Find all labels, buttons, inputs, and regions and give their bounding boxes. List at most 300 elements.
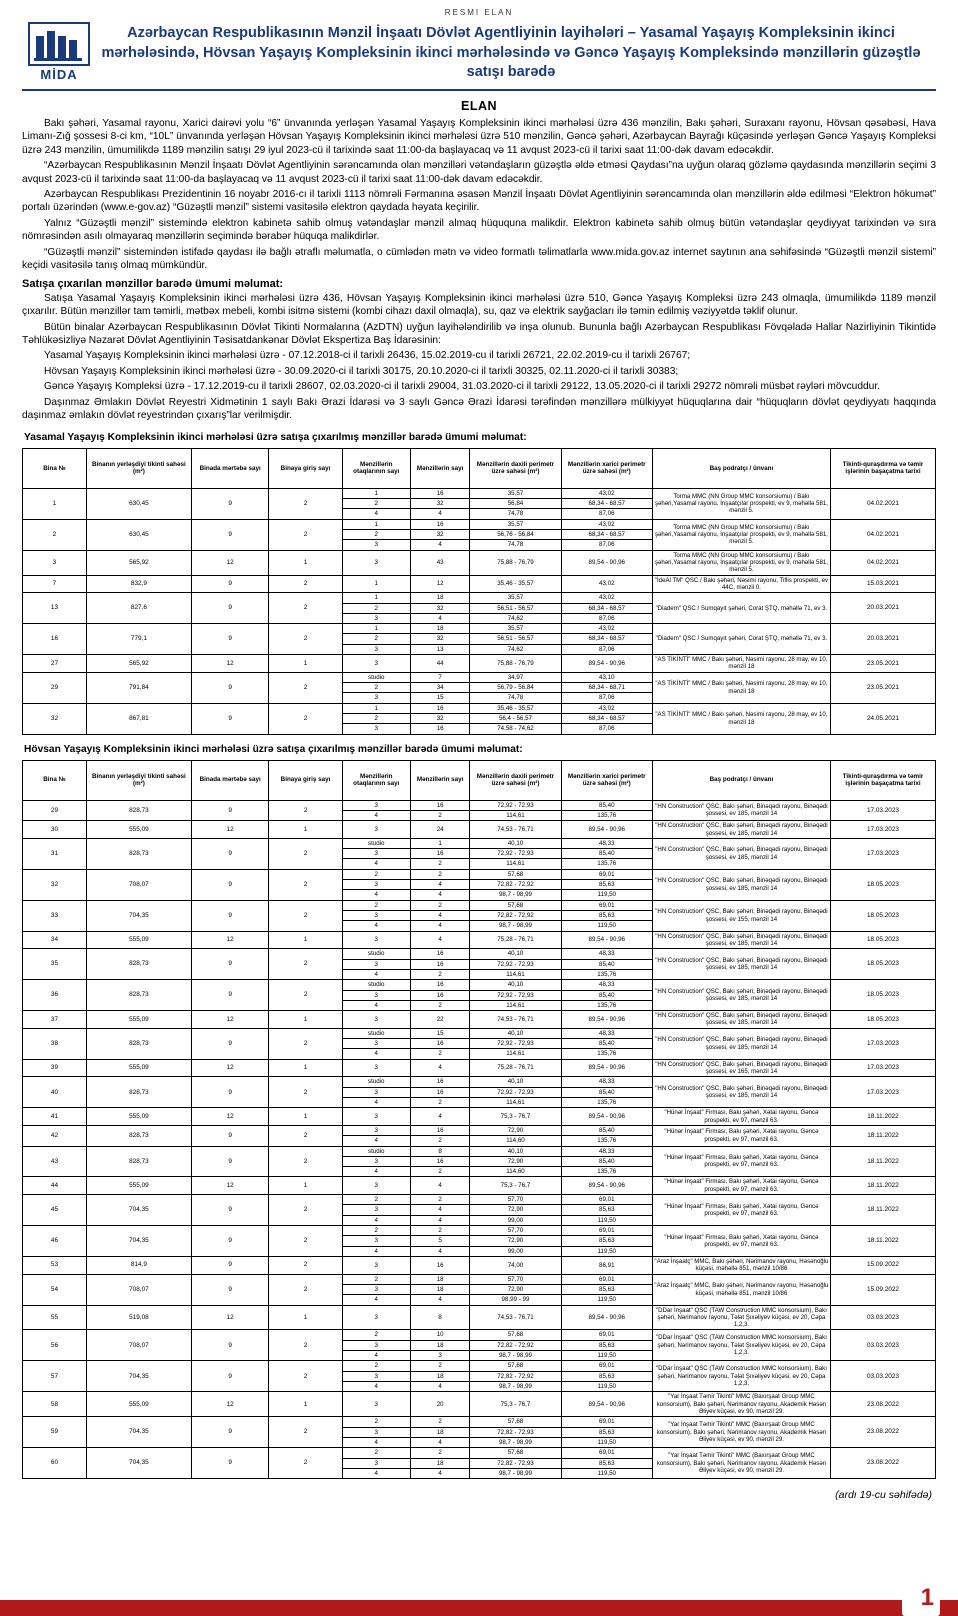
unit-count: 16	[410, 1077, 469, 1087]
building-area: 555,09	[86, 1392, 191, 1417]
contractor-name: "HN Construction" QSC, Bakı şəhəri, Binəqədi rayonu, Binəqədi şossesi, ev 185, mənzil 14	[652, 949, 830, 980]
room-count: 3	[342, 550, 410, 575]
table-row	[23, 1146, 936, 1156]
column-header: Mənzillərin daxili perimetr üzrə sahəsi (m²)	[470, 760, 561, 800]
completion-date: 17.03.2023	[830, 1028, 935, 1059]
outer-area: 68,34 - 68,71	[561, 683, 652, 693]
completion-date: 18.11.2022	[830, 1125, 935, 1146]
outer-area: 68,34 - 68,57	[561, 499, 652, 509]
outer-area: 89,54 - 90,96	[561, 1305, 652, 1330]
table-row	[23, 1177, 936, 1195]
table-row	[23, 1392, 936, 1417]
floor-count: 9	[191, 980, 269, 1011]
inner-area: 98,7 - 98,99	[470, 921, 561, 931]
room-count: 3	[342, 1177, 410, 1195]
bina-number: 40	[23, 1077, 87, 1108]
room-count: 4	[342, 921, 410, 931]
outer-area: 87,06	[561, 644, 652, 654]
room-count: 4	[342, 890, 410, 900]
outer-area: 43,02	[561, 593, 652, 603]
inner-area: 72,92 - 72,93	[470, 1039, 561, 1049]
floor-count: 9	[191, 1417, 269, 1448]
inner-area: 72,90	[470, 1156, 561, 1166]
room-count: 2	[342, 634, 410, 644]
building-area: 704,35	[86, 1195, 191, 1226]
entrance-count: 2	[269, 1361, 342, 1392]
building-area: 630,45	[86, 519, 191, 550]
document-header	[22, 20, 936, 91]
bina-number: 60	[23, 1448, 87, 1479]
top-strip-text: RESMI ELAN	[444, 8, 514, 17]
outer-area: 85,40	[561, 959, 652, 969]
paragraph-4: Yalnız “Güzəştli mənzil” sistemində elektron kabinetə sahib olmuş vətəndaşlar mənzil almaq hüququna malikdir. Elektron kabinetə sahib olmuş bütün vətəndaşlar qeydiyyat tarixindən və sıra nömrəsindən asılı olmayaraq mənzillərin seçimində bərabər hüquqa malikdirlər.	[22, 217, 936, 243]
room-count: 3	[342, 931, 410, 949]
unit-count: 20	[410, 1392, 469, 1417]
outer-area: 119,50	[561, 890, 652, 900]
unit-count: 4	[410, 1215, 469, 1225]
contractor-name: "Diadem" QSC / Sumqayıt şəhəri, Corat ŞTQ, məhəllə 71, ev 3.	[652, 624, 830, 655]
floor-count: 9	[191, 1274, 269, 1305]
inner-area: 72,92 - 72,93	[470, 849, 561, 859]
unit-count: 22	[410, 1011, 469, 1029]
bina-number: 32	[23, 703, 87, 734]
room-count: 2	[342, 683, 410, 693]
building-area: 555,09	[86, 931, 191, 949]
room-count: 2	[342, 603, 410, 613]
unit-count: 4	[410, 890, 469, 900]
contractor-name: "DDar İnşaat" QSC (TAW Construction MMC konsorsium), Bakı şəhəri, Nərimanov rayonu, Tələt Şıxəliyev küçəsi, ev 20, Cəpa 1,2,3.	[652, 1305, 830, 1330]
contractor-name: "DDar İnşaat" QSC (TAW Construction MMC konsorsium), Bakı şəhəri, Nərimanov rayonu, Tələt Şıxəliyev küçəsi, ev 20, Cəpa 1,2,3.	[652, 1330, 830, 1361]
contractor-name: "HN Construction" QSC, Bakı şəhəri, Binəqədi rayonu, Binəqədi şossesi, ev 185, mənzil 14	[652, 838, 830, 869]
room-count: 3	[342, 1236, 410, 1246]
inner-area: 74,00	[470, 1256, 561, 1274]
inner-area: 57,68	[470, 900, 561, 910]
entrance-count: 1	[269, 1108, 342, 1126]
room-count: 4	[342, 509, 410, 519]
bina-number: 7	[23, 575, 87, 593]
column-header: Mənzillərin xarici perimetr üzrə sahəsi (m²)	[561, 448, 652, 488]
inner-area: 114,61	[470, 1000, 561, 1010]
contractor-name: "DDar İnşaat" QSC (TAW Construction MMC konsorsium), Bakı şəhəri, Nərimanov rayonu, Tələt Şıxəliyev küçəsi, ev 20, Cəpa 1,2,3.	[652, 1361, 830, 1392]
floor-count: 9	[191, 1361, 269, 1392]
outer-area: 119,50	[561, 1351, 652, 1361]
entrance-count: 2	[269, 672, 342, 703]
inner-area: 98,99 - 99	[470, 1295, 561, 1305]
building-area: 828,73	[86, 1077, 191, 1108]
outer-area: 119,50	[561, 1437, 652, 1447]
room-count: 3	[342, 693, 410, 703]
completion-date: 18.05.2023	[830, 900, 935, 931]
building-area: 828,73	[86, 800, 191, 821]
page-title: Azərbaycan Respublikasının Mənzil İnşaatı Dövlət Agentliyinin layihələri – Yasamal Yaşayış Kompleksinin ikinci mərhələsində, Hövsan Yaşayış Kompleksinin ikinci mərhələsində və Gəncə Yaşayış Kompleksində mənzillərin güzəştlə satışı barədə	[101, 25, 921, 81]
room-count: 3	[342, 821, 410, 839]
inner-area: 72,92 - 72,93	[470, 1087, 561, 1097]
contractor-name: "Hünər İnşaat" Firması, Bakı şəhəri, Xətai rayonu, Gəncə prospekti, ev 97, mənzil 63.	[652, 1177, 830, 1195]
inner-area: 35,57	[470, 488, 561, 498]
completion-date: 18.11.2022	[830, 1108, 935, 1126]
paragraph-9: Hövsan Yaşayış Kompleksinin ikinci mərhələsi üzrə - 30.09.2020-ci il tarixli 30175, 20.10.2020-ci il tarixli 30325, 02.11.2020-ci il tarixli 30383;	[44, 365, 679, 377]
table-row	[23, 1330, 936, 1340]
room-count: studio	[342, 980, 410, 990]
inner-area: 99,00	[470, 1215, 561, 1225]
bina-number: 3	[23, 550, 87, 575]
contractor-name: Torma MMC (NN Group MMC konsorsiumu) / Bakı şəhəri,Yasamal rayonu, İnşaatçılar prospekti, ev 9, məhəllə 581, mənzil 5.	[652, 550, 830, 575]
room-count: 2	[342, 1226, 410, 1236]
entrance-count: 1	[269, 1177, 342, 1195]
bina-number: 53	[23, 1256, 87, 1274]
room-count: 3	[342, 724, 410, 734]
completion-date: 18.05.2023	[830, 869, 935, 900]
unit-count: 4	[410, 509, 469, 519]
inner-area: 74,53 - 76,71	[470, 1011, 561, 1029]
inner-area: 72,82 - 72,92	[470, 911, 561, 921]
contractor-name: "HN Construction" QSC, Bakı şəhəri, Binəqədi rayonu, Binəqədi şossesi, ev 185, mənzil 14	[652, 1077, 830, 1108]
contractor-name: "Araz İnşaatç" MMC, Bakı şəhəri, Nərimanov rayonu, Həsənoğlu küçəsi, məhəllə 851, mənzil 10/86	[652, 1256, 830, 1274]
unit-count: 4	[410, 1246, 469, 1256]
outer-area: 69,01	[561, 1361, 652, 1371]
unit-count: 32	[410, 634, 469, 644]
room-count: studio	[342, 838, 410, 848]
outer-area: 119,50	[561, 1246, 652, 1256]
room-count: 4	[342, 1295, 410, 1305]
building-area: 555,09	[86, 1059, 191, 1077]
contractor-name: "HN Construction" QSC, Bakı şəhəri, Binəqədi rayonu, Binəqədi şossesi, ev 185, mənzil 14	[652, 1028, 830, 1059]
building-area: 828,73	[86, 949, 191, 980]
outer-area: 135,76	[561, 1097, 652, 1107]
outer-area: 85,40	[561, 990, 652, 1000]
floor-count: 9	[191, 900, 269, 931]
table-row	[23, 1125, 936, 1135]
floor-count: 9	[191, 575, 269, 593]
inner-area: 57,68	[470, 1448, 561, 1458]
inner-area: 35,57	[470, 624, 561, 634]
building-area: 832,9	[86, 575, 191, 593]
unit-count: 10	[410, 1330, 469, 1340]
room-count: 4	[342, 1049, 410, 1059]
table-row	[23, 1417, 936, 1427]
table-row	[23, 1195, 936, 1205]
entrance-count: 2	[269, 575, 342, 593]
mida-logo	[22, 20, 96, 82]
unit-count: 24	[410, 821, 469, 839]
building-area: 704,35	[86, 1448, 191, 1479]
contractor-name: "HN Construction" QSC, Bakı şəhəri, Binəqədi rayonu, Binəqədi şossesi, ev 185, mənzil 14	[652, 980, 830, 1011]
table-row	[23, 1059, 936, 1077]
continuation-note: (ardı 19-cu səhifədə)	[835, 1489, 932, 1502]
building-area: 708,07	[86, 1330, 191, 1361]
inner-area: 40,10	[470, 1146, 561, 1156]
entrance-count: 2	[269, 900, 342, 931]
outer-area: 69,01	[561, 1417, 652, 1427]
entrance-count: 1	[269, 550, 342, 575]
table-row	[23, 703, 936, 713]
bina-number: 30	[23, 821, 87, 839]
contractor-name: "Diadem" QSC / Sumqayıt şəhəri, Corat ŞTQ, məhəllə 71, ev 3.	[652, 593, 830, 624]
completion-date: 20.03.2021	[830, 593, 935, 624]
outer-area: 89,54 - 90,96	[561, 550, 652, 575]
floor-count: 12	[191, 1305, 269, 1330]
inner-area: 75,28 - 76,71	[470, 1059, 561, 1077]
paragraph-3: Azərbaycan Respublikası Prezidentinin 16 noyabr 2016-cı il tarixli 1113 nömrəli Fərmanına əsasən Mənzil İnşaatı Dövlət Agentliyinin sərəncamında olan mənzillərin əldə edilməsi “Elektron hökumət” portalı üzərindən (www.e-gov.az) “Güzəştli mənzil” sistemi vasitəsilə elektron qaydada həyata keçirilir.	[22, 188, 936, 214]
table-row	[23, 1077, 936, 1087]
unit-count: 18	[410, 1284, 469, 1294]
room-count: 3	[342, 1340, 410, 1350]
bina-number: 33	[23, 900, 87, 931]
entrance-count: 2	[269, 1330, 342, 1361]
bina-number: 45	[23, 1195, 87, 1226]
floor-count: 9	[191, 869, 269, 900]
room-count: 3	[342, 613, 410, 623]
entrance-count: 1	[269, 1059, 342, 1077]
paragraph-1: Bakı şəhəri, Yasamal rayonu, Xarici dairəvi yolu “6” ünvanında yerləşən Yasamal Yaşayış Kompleksinin ikinci mərhələsi üzrə 436 mənzilin, Bakı şəhəri, Suraxanı rayonu, Hövsan qəsəbəsi, Hava Limanı-Zığ şossesi 8-ci km, “10L” ünvanında yerləşən Hövsan Yaşayış Kompleksinin ikinci mərhələsi üzrə 510 mənzilin, Gəncə şəhəri, Azərbaycan Bayrağı küçəsində yerləşən Gəncə Yaşayış Kompleksi üzrə 243 mənzilin, ümumilikdə 1189 mənzilin satışı 29 iyul 2023-cü il tarixində saat 11:00-da başlayacaq və 11 avqust 2023-cü il tarixi saat 11:00-dək davam edəcəkdir.	[22, 117, 936, 156]
contractor-name: "Yar İnşaat Təmir Tikinti" MMC (Baxırşaat Group MMC konsorsium), Bakı şəhəri, Nərimanov rayonu, Akademik Həsən Əliyev küçəsi, ev 90, mənzil 29.	[652, 1448, 830, 1479]
entrance-count: 2	[269, 1274, 342, 1305]
table-row	[23, 869, 936, 879]
bina-number: 55	[23, 1305, 87, 1330]
unit-count: 16	[410, 990, 469, 1000]
entrance-count: 2	[269, 800, 342, 821]
inner-area: 114,60	[470, 1136, 561, 1146]
outer-area: 85,63	[561, 1236, 652, 1246]
room-count: 3	[342, 655, 410, 673]
outer-area: 48,33	[561, 1146, 652, 1156]
inner-area: 57,70	[470, 1195, 561, 1205]
inner-area: 74,53 - 76,71	[470, 821, 561, 839]
room-count: 3	[342, 1108, 410, 1126]
room-count: 4	[342, 1382, 410, 1392]
paragraph-8: Yasamal Yaşayış Kompleksinin ikinci mərhələsi üzrə - 07.12.2018-ci il tarixli 26436, 15.02.2019-cu il tarixli 26721, 22.02.2019-cu il tarixli 26767;	[44, 350, 691, 362]
inner-area: 74,58 - 74,62	[470, 724, 561, 734]
room-count: 3	[342, 1125, 410, 1135]
room-count: 2	[342, 1274, 410, 1284]
unit-count: 4	[410, 1177, 469, 1195]
unit-count: 2	[410, 1361, 469, 1371]
outer-area: 135,76	[561, 1167, 652, 1177]
table-row	[23, 838, 936, 848]
table-row	[23, 821, 936, 839]
room-count: studio	[342, 1146, 410, 1156]
building-area: 791,84	[86, 672, 191, 703]
unit-count: 13	[410, 644, 469, 654]
floor-count: 9	[191, 519, 269, 550]
column-header: Baş podratçı / ünvanı	[652, 760, 830, 800]
unit-count: 18	[410, 593, 469, 603]
entrance-count: 1	[269, 821, 342, 839]
outer-area: 43,10	[561, 672, 652, 682]
contractor-name: "HN Construction" QSC, Bakı şəhəri, Binəqədi rayonu, Binəqədi şossesi, ev 185, mənzil 14	[652, 1011, 830, 1029]
bina-number: 43	[23, 1146, 87, 1177]
room-count: 2	[342, 499, 410, 509]
column-header: Baş podratçı / ünvanı	[652, 448, 830, 488]
room-count: 3	[342, 911, 410, 921]
inner-area: 40,10	[470, 949, 561, 959]
floor-count: 12	[191, 821, 269, 839]
inner-area: 40,10	[470, 980, 561, 990]
table-row	[23, 1028, 936, 1038]
table-row	[23, 575, 936, 593]
inner-area: 72,90	[470, 1205, 561, 1215]
unit-count: 4	[410, 1382, 469, 1392]
outer-area: 43,02	[561, 488, 652, 498]
outer-area: 85,40	[561, 1125, 652, 1135]
room-count: 3	[342, 1371, 410, 1381]
outer-area: 69,01	[561, 1226, 652, 1236]
outer-area: 48,33	[561, 838, 652, 848]
room-count: 3	[342, 1156, 410, 1166]
unit-count: 3	[410, 1351, 469, 1361]
unit-count: 16	[410, 1256, 469, 1274]
floor-count: 12	[191, 1108, 269, 1126]
table-row	[23, 1011, 936, 1029]
room-count: 1	[342, 703, 410, 713]
room-count: 3	[342, 880, 410, 890]
inner-area: 57,68	[470, 1361, 561, 1371]
unit-count: 16	[410, 703, 469, 713]
floor-count: 12	[191, 1011, 269, 1029]
outer-area: 89,54 - 90,96	[561, 821, 652, 839]
completion-date: 18.11.2022	[830, 1146, 935, 1177]
column-header: Binanın yerləşdiyi tikinti sahəsi (m²)	[86, 448, 191, 488]
room-count: 3	[342, 1256, 410, 1274]
outer-area: 68,34 - 68,57	[561, 713, 652, 723]
bottom-bar	[0, 1600, 958, 1616]
outer-area: 85,63	[561, 1458, 652, 1468]
entrance-count: 2	[269, 1146, 342, 1177]
inner-area: 75,3 - 76,7	[470, 1392, 561, 1417]
unit-count: 44	[410, 655, 469, 673]
unit-count: 4	[410, 613, 469, 623]
unit-count: 18	[410, 624, 469, 634]
contractor-name: "AS TİKİNTİ" MMC / Bakı şəhəri, Nəsimi rayonu, 28 may, ev 10, mənzil 18	[652, 703, 830, 734]
room-count: 1	[342, 624, 410, 634]
bina-number: 54	[23, 1274, 87, 1305]
unit-count: 18	[410, 1274, 469, 1284]
floor-count: 9	[191, 800, 269, 821]
unit-count: 2	[410, 810, 469, 820]
bina-number: 2	[23, 519, 87, 550]
room-count: 4	[342, 1246, 410, 1256]
unit-count: 2	[410, 1049, 469, 1059]
inner-area: 98,7 - 98,99	[470, 1468, 561, 1478]
room-count: 3	[342, 1059, 410, 1077]
completion-date: 23.05.2021	[830, 672, 935, 703]
unit-count: 4	[410, 911, 469, 921]
column-header: Bina №	[23, 760, 87, 800]
column-header: Tikinti-quraşdırma və təmir işlərinin başaçatma tarixi	[830, 760, 935, 800]
room-count: 3	[342, 800, 410, 810]
table-row	[23, 655, 936, 673]
completion-date: 18.11.2022	[830, 1226, 935, 1257]
room-count: 2	[342, 1361, 410, 1371]
unit-count: 32	[410, 499, 469, 509]
building-area: 555,09	[86, 821, 191, 839]
bina-number: 39	[23, 1059, 87, 1077]
entrance-count: 2	[269, 1256, 342, 1274]
room-count: 3	[342, 990, 410, 1000]
floor-count: 12	[191, 1059, 269, 1077]
table-row	[23, 1108, 936, 1126]
unit-count: 2	[410, 1195, 469, 1205]
outer-area: 87,06	[561, 724, 652, 734]
bina-number: 56	[23, 1330, 87, 1361]
outer-area: 119,50	[561, 921, 652, 931]
entrance-count: 1	[269, 655, 342, 673]
completion-date: 20.03.2021	[830, 624, 935, 655]
entrance-count: 2	[269, 869, 342, 900]
floor-count: 12	[191, 655, 269, 673]
unit-count: 32	[410, 603, 469, 613]
bina-number: 27	[23, 655, 87, 673]
inner-area: 114,60	[470, 1167, 561, 1177]
column-header: Mənzillərin otaqlarının sayı	[342, 760, 410, 800]
inner-area: 35,46 - 35,57	[470, 575, 561, 593]
column-header: Binada mərtəbə sayı	[191, 448, 269, 488]
outer-area: 89,54 - 90,96	[561, 1011, 652, 1029]
column-header: Binaya giriş sayı	[269, 448, 342, 488]
completion-date: 23.08.2022	[830, 1448, 935, 1479]
inner-area: 72,92 - 72,93	[470, 959, 561, 969]
outer-area: 135,76	[561, 1049, 652, 1059]
entrance-count: 1	[269, 1305, 342, 1330]
unit-count: 16	[410, 488, 469, 498]
table-row	[23, 900, 936, 910]
completion-date: 04.02.2021	[830, 550, 935, 575]
room-count: 3	[342, 540, 410, 550]
unit-count: 1	[410, 838, 469, 848]
outer-area: 48,33	[561, 1028, 652, 1038]
building-area: 555,09	[86, 1177, 191, 1195]
building-area: 565,92	[86, 655, 191, 673]
outer-area: 135,76	[561, 969, 652, 979]
room-count: 1	[342, 593, 410, 603]
unit-count: 43	[410, 550, 469, 575]
floor-count: 9	[191, 593, 269, 624]
inner-area: 75,3 - 76,7	[470, 1108, 561, 1126]
building-area: 779,1	[86, 624, 191, 655]
table-row	[23, 488, 936, 498]
inner-area: 74,53 - 76,71	[470, 1305, 561, 1330]
bina-number: 44	[23, 1177, 87, 1195]
unit-count: 2	[410, 1000, 469, 1010]
inner-area: 72,82 - 72,92	[470, 1340, 561, 1350]
bina-number: 37	[23, 1011, 87, 1029]
unit-count: 4	[410, 1205, 469, 1215]
room-count: 4	[342, 1215, 410, 1225]
building-area: 704,35	[86, 1361, 191, 1392]
entrance-count: 2	[269, 1417, 342, 1448]
outer-area: 86,91	[561, 1256, 652, 1274]
outer-area: 43,02	[561, 703, 652, 713]
outer-area: 43,02	[561, 519, 652, 529]
outer-area: 85,40	[561, 1156, 652, 1166]
outer-area: 69,01	[561, 1195, 652, 1205]
room-count: 3	[342, 1392, 410, 1417]
unit-count: 18	[410, 1458, 469, 1468]
outer-area: 89,54 - 90,96	[561, 1108, 652, 1126]
entrance-count: 2	[269, 949, 342, 980]
room-count: 2	[342, 1448, 410, 1458]
table-row	[23, 624, 936, 634]
inner-area: 114,61	[470, 1097, 561, 1107]
room-count: 3	[342, 849, 410, 859]
table-row	[23, 1448, 936, 1458]
bina-number: 1	[23, 488, 87, 519]
bina-number: 42	[23, 1125, 87, 1146]
unit-count: 18	[410, 1340, 469, 1350]
unit-count: 18	[410, 1427, 469, 1437]
contractor-name: Torma MMC (NN Group MMC konsorsiumu) / Bakı şəhəri,Yasamal rayonu, İnşaatçılar prospekti, ev 9, məhəllə 581, mənzil 5.	[652, 488, 830, 519]
outer-area: 69,01	[561, 1330, 652, 1340]
